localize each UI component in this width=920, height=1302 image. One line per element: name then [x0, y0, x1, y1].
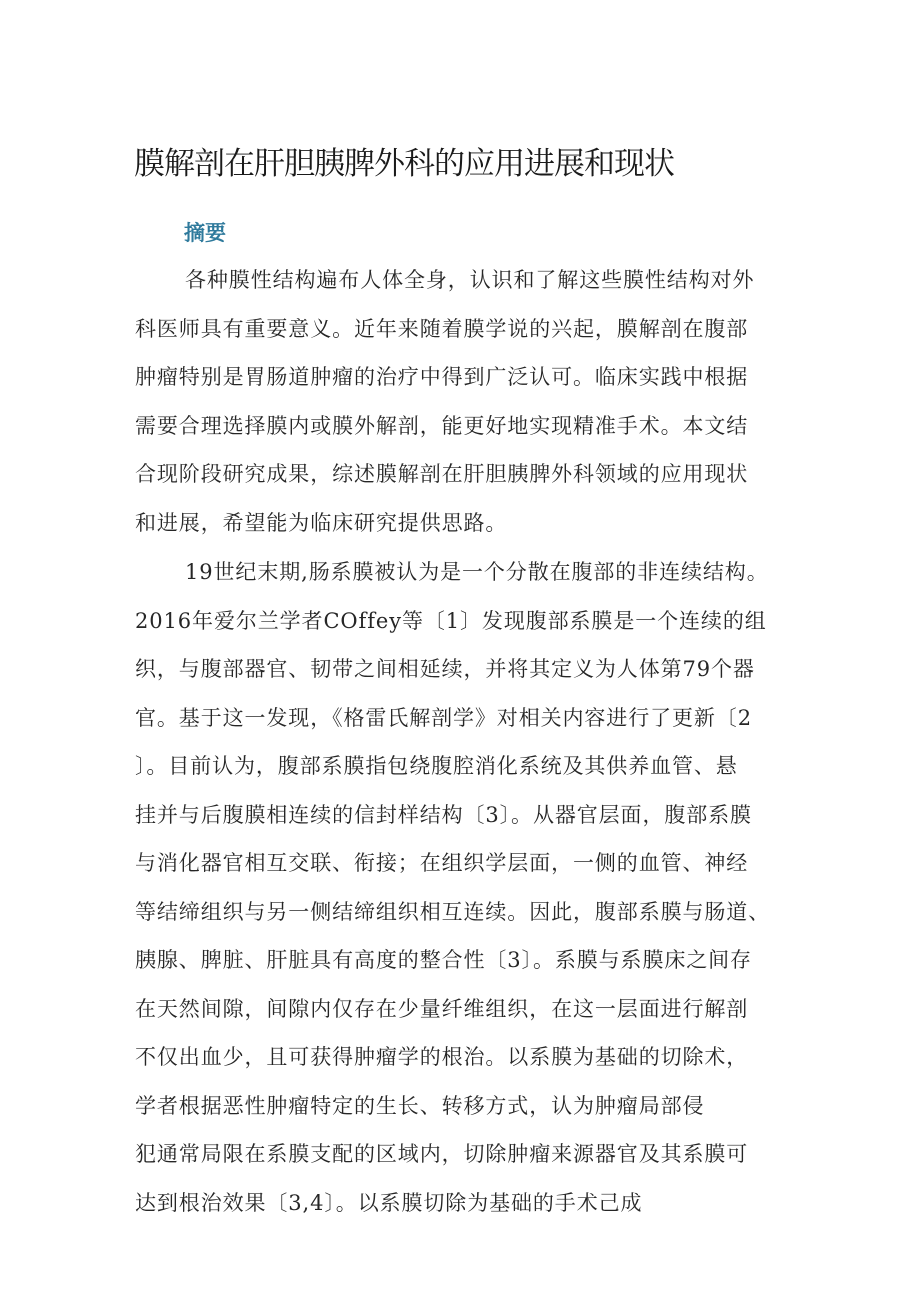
text-line: 织，与腹部器官、韧带之间相延续，并将其定义为人体第79个器: [135, 657, 755, 681]
text-line: 胰腺、脾脏、肝脏具有高度的整合性〔3〕。系膜与系膜床之间存: [135, 948, 752, 972]
text-line: 19世纪末期,肠系膜被认为是一个分散在腹部的非连续结构。: [185, 560, 769, 584]
document-title: 膜解剖在肝胆胰脾外科的应用进展和现状: [134, 146, 674, 182]
text-line: 不仅出血少，且可获得肿瘤学的根治。以系膜为基础的切除术，: [135, 1045, 749, 1069]
text-line: 各种膜性结构遍布人体全身，认识和了解这些膜性结构对外: [185, 268, 755, 292]
text-line: 学者根据恶性肿瘤特定的生长、转移方式，认为肿瘤局部侵: [135, 1093, 705, 1118]
text-line: 合现阶段研究成果，综述膜解剖在肝胆胰脾外科领域的应用现状: [135, 462, 749, 486]
text-line: 达到根治效果〔3,4〕。以系膜切除为基础的手术己成: [135, 1190, 643, 1215]
text-line: 犯通常局限在系膜支配的区域内，切除肿瘤来源器官及其系膜可: [135, 1142, 749, 1166]
text-line: 科医师具有重要意义。近年来随着膜学说的兴起，膜解剖在腹部: [135, 316, 749, 341]
text-line: 与消化器官相互交联、衔接；在组织学层面，一侧的血管、神经: [135, 851, 749, 875]
abstract-paragraph: [135, 256, 795, 547]
body-paragraph: [135, 548, 795, 1227]
abstract-heading: 摘要: [184, 221, 226, 245]
text-line: 在天然间隙，间隙内仅存在少量纤维组织，在这一层面进行解剖: [135, 996, 749, 1021]
text-line: 需要合理选择膜内或膜外解剖，能更好地实现精准手术。本文结: [135, 413, 749, 438]
text-line: 和进展，希望能为临床研究提供思路。: [135, 510, 508, 535]
text-line: 〕。目前认为，腹部系膜指包绕腹腔消化系统及其供养血管、悬: [135, 754, 738, 778]
text-line: 挂并与后腹膜相连续的信封样结构〔3〕。从器官层面，腹部系膜: [135, 802, 752, 827]
text-line: 2016年爱尔兰学者COffey等〔1〕发现腹部系膜是一个连续的组: [135, 608, 767, 633]
text-line: 等结缔组织与另一侧结缔组织相互连续。因此，腹部系膜与肠道、: [135, 899, 771, 924]
text-line: 官。基于这一发现，《格雷氏解剖学》对相关内容进行了更新〔2: [135, 705, 752, 730]
text-line: 肿瘤特别是胃肠道肿瘤的治疗中得到广泛认可。临床实践中根据: [135, 365, 749, 389]
